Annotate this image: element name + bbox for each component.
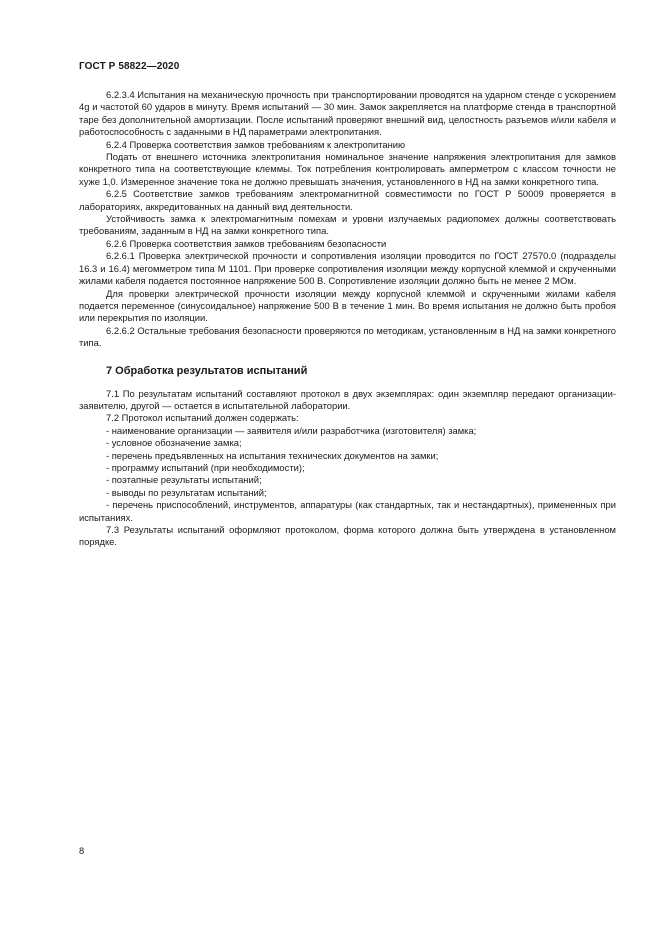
paragraph-6-2-6-1-text: Для проверки электрической прочности изоляции между корпусной клеммой и скрученными жилами кабеля подается переменное (синусоидальное) напряжение 500 В в течение 1 мин. Во время испытания не должно быть пробоя или перекрытия по изоляции.	[79, 287, 616, 324]
list-item: - перечень предъявленных на испытания технических документов на замки;	[106, 449, 439, 461]
paragraph-6-2-6-heading: 6.2.6 Проверка соответствия замков требованиям безопасности	[106, 237, 387, 249]
list-item: - наименование организации — заявителя и/или разработчика (изготовителя) замка;	[106, 424, 477, 436]
paragraph-7-1: 7.1 По результатам испытаний составляют протокол в двух экземплярах: один экземпляр передают организации-заявителю, другой — остается в испытательной лаборатории.	[79, 387, 616, 411]
list-item: - поэтапные результаты испытаний;	[106, 474, 262, 486]
list-item: - программу испытаний (при необходимости);	[106, 461, 305, 473]
list-item: - перечень приспособлений, инструментов, аппаратуры (как стандартных, так и нестандартных), примененных при испытаниях.	[79, 499, 616, 523]
list-item: - условное обозначение замка;	[106, 437, 242, 449]
paragraph-7-2: 7.2 Протокол испытаний должен содержать:	[106, 412, 299, 424]
paragraph-6-2-5-text: Устойчивость замка к электромагнитным помехам и уровни излучаемых радиопомех должны соответствовать требованиям, заданным в НД на замки конкретного типа.	[79, 213, 616, 237]
document-body	[79, 89, 616, 549]
paragraph-6-2-6-2: 6.2.6.2 Остальные требования безопасности проверяются по методикам, установленным в НД на замки конкретного типа.	[79, 324, 616, 349]
list-item: - выводы по результатам испытаний;	[106, 486, 267, 498]
paragraph-6-2-4-heading: 6.2.4 Проверка соответствия замков требованиям к электропитанию	[106, 138, 406, 150]
paragraph-7-3: 7.3 Результаты испытаний оформляют протоколом, форма которого должна быть утверждена в установленном порядке.	[79, 524, 616, 548]
paragraph-6-2-5: 6.2.5 Соответствие замков требованиям электромагнитной совместимости по ГОСТ Р 50009 проверяется в лабораториях, аккредитованных на данный вид деятельности.	[79, 188, 616, 212]
paragraph-6-2-4-text: Подать от внешнего источника электропитания номинальное значение напряжения электропитания для замков конкретного типа на соответствующие клеммы. Ток потребления контролировать амперметром с классом точности не хуже 1,0. Измеренное значение тока не должно превышать значения, установленного в НД на замки конкретного типа.	[79, 151, 616, 187]
section-7-title: 7 Обработка результатов испытаний	[106, 364, 308, 377]
paragraph-6-2-3-4: 6.2.3.4 Испытания на механическую прочность при транспортировании проводятся на ударном стенде с ускорением 4g и частотой 60 ударов в минуту. Время испытаний — 30 мин. Замок закрепляется на платформе стенда в транспортной таре без дополнительной амортизации. После испытаний проверяют внешний вид, целостность разъемов и/или кабеля и работоспособность с заданными в НД параметрами электропитания.	[79, 89, 616, 138]
document-header: ГОСТ Р 58822—2020	[79, 61, 180, 72]
paragraph-6-2-6-1: 6.2.6.1 Проверка электрической прочности и сопротивления изоляции проводится по ГОСТ 27570.0 (подразделы 16.3 и 16.4) мегомметром типа М 1101. При проверке сопротивления изоляции между корпусной клеммой и скрученными жилами кабеля подается постоянное напряжение 500 В. Сопротивление изоляции должно быть не менее 2 МОм.	[79, 250, 616, 287]
page-number: 8	[79, 845, 85, 856]
